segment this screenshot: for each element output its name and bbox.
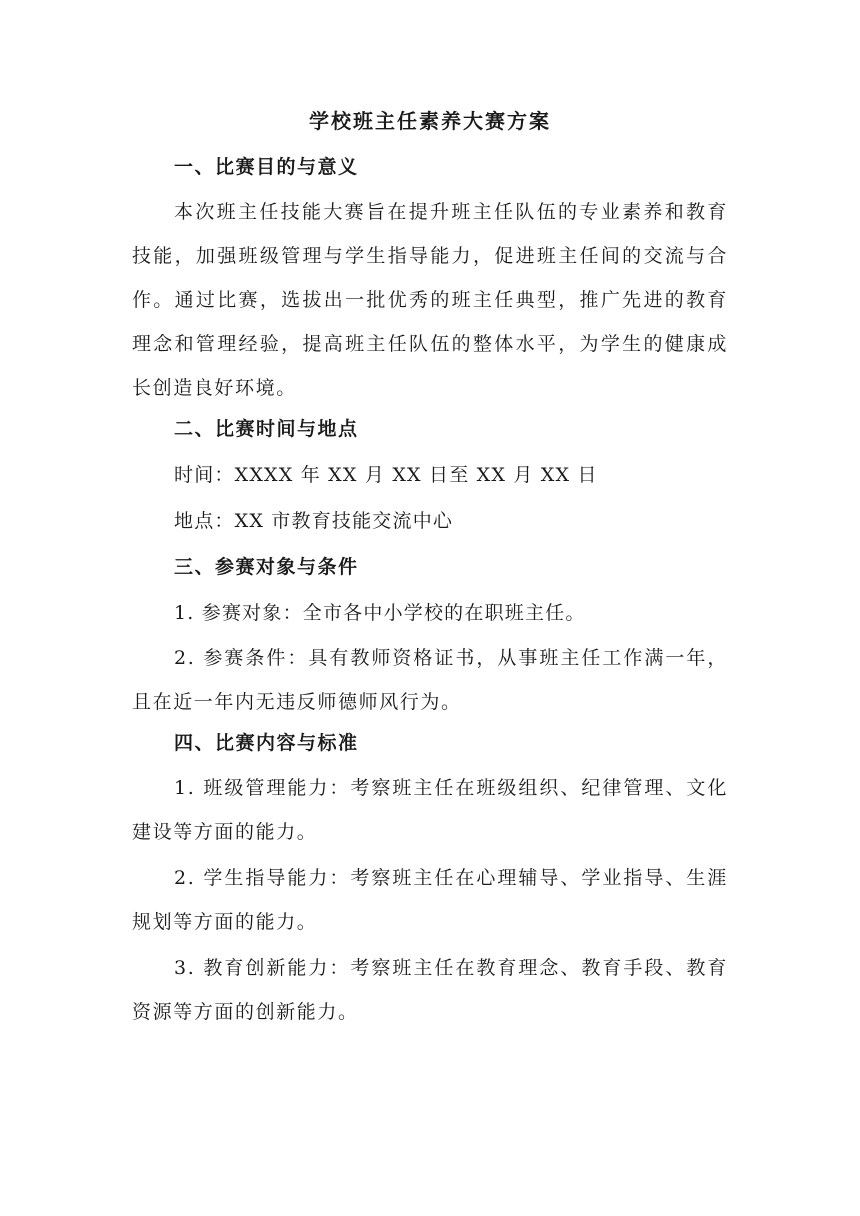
section-heading-content: 四、比赛内容与标准 [174,732,359,754]
content-item-3: 3. 教育创新能力：考察班主任在教育理念、教育手段、教育资源等方面的创新能力。 [132,957,728,1023]
place-line: 地点：XX 市教育技能交流中心 [174,510,454,532]
section-heading-participants: 三、参赛对象与条件 [174,556,359,578]
content-item-2: 2. 学生指导能力：考察班主任在心理辅导、学业指导、生涯规划等方面的能力。 [132,867,728,933]
time-line: 时间：XXXX 年 XX 月 XX 日至 XX 月 XX 日 [174,464,598,486]
participants-item-1: 1. 参赛对象：全市各中小学校的在职班主任。 [174,602,586,624]
participants-item-2: 2. 参赛条件：具有教师资格证书，从事班主任工作满一年，且在近一年内无违反师德师风行为。 [132,647,728,713]
section-heading-time-place: 二、比赛时间与地点 [174,418,359,440]
document-title: 学校班主任素养大赛方案 [309,109,551,133]
paragraph-purpose: 本次班主任技能大赛旨在提升班主任队伍的专业素养和教育技能，加强班级管理与学生指导能力，促进班主任间的交流与合作。通过比赛，选拔出一批优秀的班主任典型，推广先进的教育理念和管理经验，提高班主任队伍的整体水平，为学生的健康成长创造良好环境。 [132,201,728,399]
content-item-1: 1. 班级管理能力：考察班主任在班级组织、纪律管理、文化建设等方面的能力。 [132,777,728,843]
section-heading-purpose: 一、比赛目的与意义 [174,156,359,178]
